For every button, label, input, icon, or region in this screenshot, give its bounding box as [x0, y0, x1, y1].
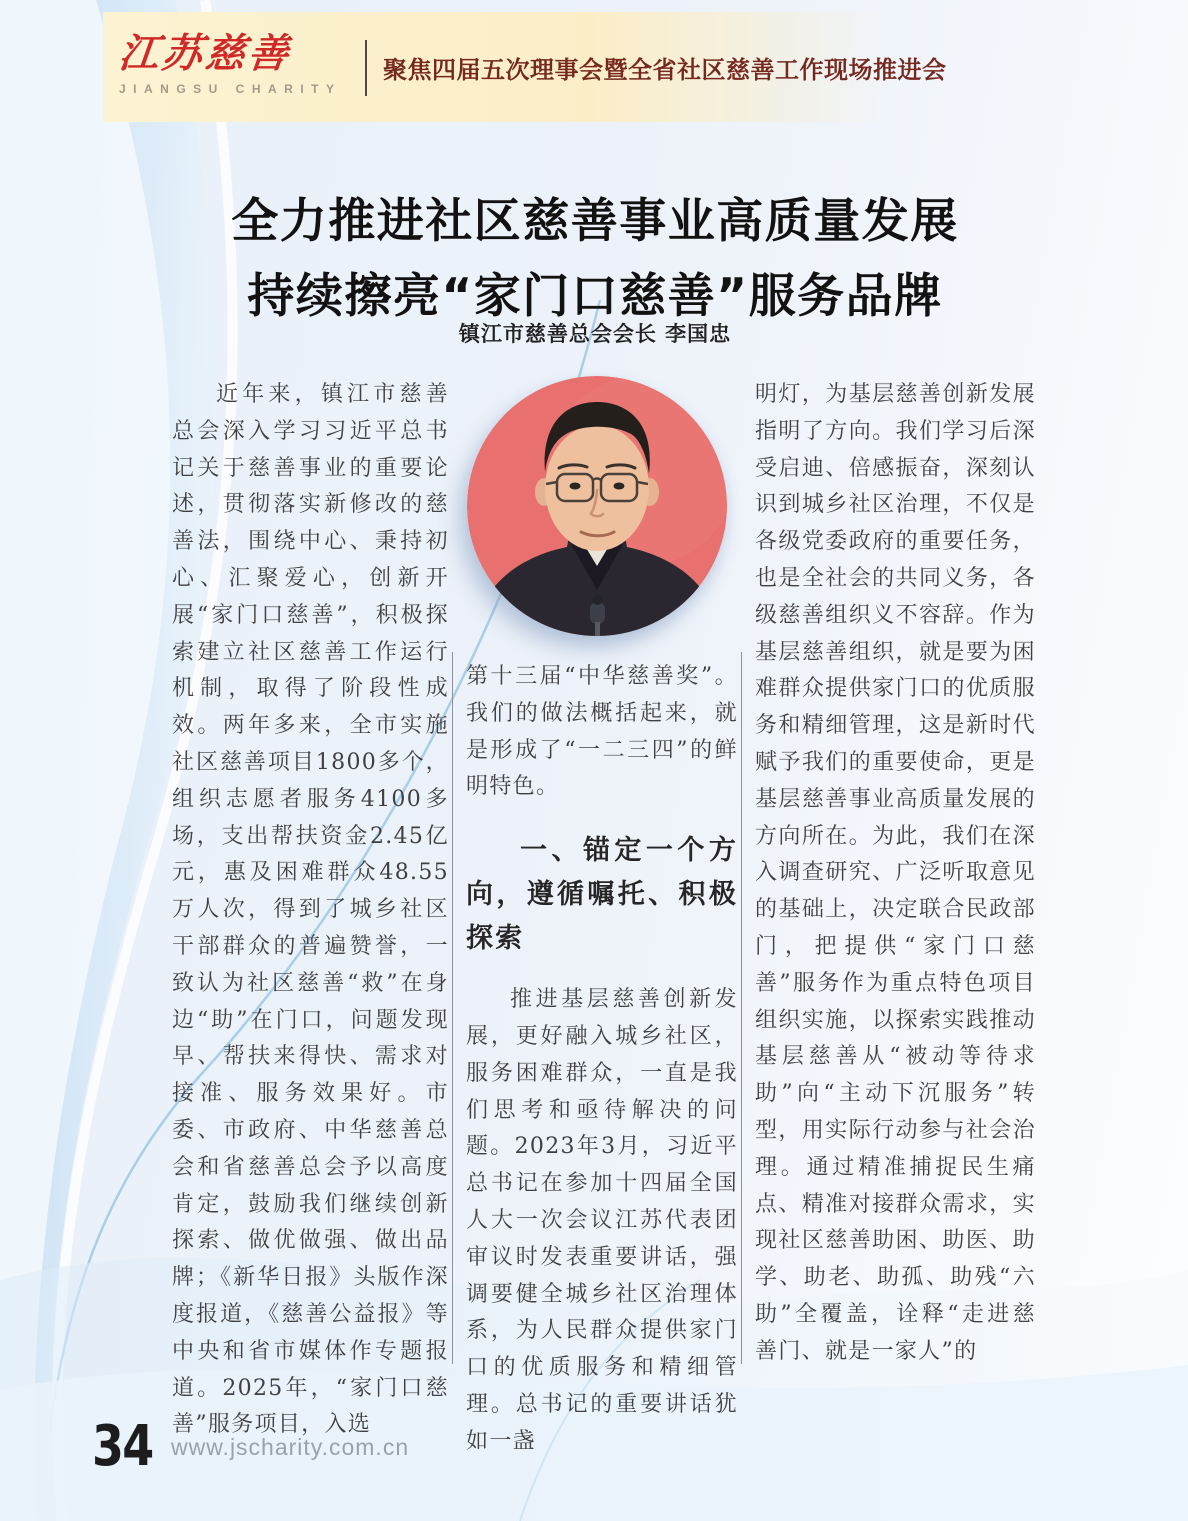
column-2-paragraph: 推进基层慈善创新发展，更好融入城乡社区，服务困难群众，一直是我们思考和亟待解决的问题。2023年3月，习近平总书记在参加十四届全国人大一次会议江苏代表团审议时发表重要讲话，强调要健全城乡社区治理体系，为人民群众提供家门口的优质服务和精细管理。总书记的重要讲话犹如一盏: [466, 987, 738, 1454]
article-title-line-2: 持续擦亮“家门口慈善”服务品牌: [247, 269, 943, 324]
masthead-topic: 聚焦四届五次理事会暨全省社区慈善工作现场推进会: [383, 56, 947, 84]
column-2-continuation-text: 第十三届“中华慈善奖”。我们的做法概括起来，就是形成了“一二三四”的鲜明特色。: [466, 664, 738, 800]
article-column-1: 近年来，镇江市慈善总会深入学习习近平总书记关于慈善事业的重要论述，贯彻落实新修改的慈善法，围绕中心、秉持初心、汇聚爱心，创新开展“家门口慈善”，积极探索建立社区慈善工作运行机制，取得了阶段性成效。两年多来，全市实施社区慈善项目1800多个，组织志愿者服务4100多场，支出帮扶资金2.45亿元，惠及困难群众48.55万人次，得到了城乡社区干部群众的普遍赞誉，一致认为社区慈善“救”在身边“助”在门口，问题发现早、帮扶来得快、需求对接准、服务效果好。市委、市政府、中华慈善总会和省慈善总会予以高度肯定，鼓励我们继续创新探索、做优做强、做出品牌；《新华日报》头版作深度报道，《慈善公益报》等中央和省市媒体作专题报道。2025年，“家门口慈善”服务项目，入选: [172, 382, 449, 1438]
portrait-illustration: [467, 376, 727, 636]
page-number: 34: [92, 1414, 153, 1479]
masthead-divider: [365, 40, 367, 96]
portrait-face: [545, 425, 649, 551]
article-byline: 镇江市慈善总会会长 李国忠: [458, 322, 732, 346]
column-divider-1: [452, 652, 453, 1364]
magazine-logo: [116, 30, 359, 96]
masthead: [103, 12, 947, 122]
jiangsu-charity-logo-subtext: JIANGSU CHARITY: [119, 82, 342, 96]
author-portrait-photo: [467, 376, 727, 636]
column-divider-2: [741, 652, 742, 1364]
article-column-3: 明灯，为基层慈善创新发展指明了方向。我们学习后深受启迪、倍感振奋，深刻认识到城乡社区治理，不仅是各级党委政府的重要任务，也是全社会的共同义务，各级慈善组织义不容辞。作为基层慈善组织，就是要为困难群众提供家门口的优质服务和精细管理，这是新时代赋予我们的重要使命，更是基层慈善事业高质量发展的方向所在。为此，我们在深入调查研究、广泛听取意见的基础上，决定联合民政部门，把提供“家门口慈善”服务作为重点特色项目组织实施，以探索实践推动基层慈善从“被动等待求助”向“主动下沉服务”转型，用实际行动参与社会治理。通过精准捕捉民生痛点、精准对接群众需求，实现社区慈善助困、助医、助学、助老、助孤、助残“六助”全覆盖，诠释“走进慈善门、就是一家人”的: [755, 382, 1036, 1364]
website-url: www.jscharity.com.cn: [171, 1434, 410, 1460]
portrait-eye-left: [570, 483, 581, 490]
article-title-line-1: 全力推进社区慈善事业高质量发展: [231, 194, 959, 249]
section-heading: 一、锚定一个方向，遵循嘱托、积极探索: [466, 835, 738, 955]
jiangsu-charity-logo-text: 江苏慈善: [116, 30, 294, 77]
portrait-eye-right: [614, 483, 625, 490]
article-column-2: [466, 659, 738, 1454]
